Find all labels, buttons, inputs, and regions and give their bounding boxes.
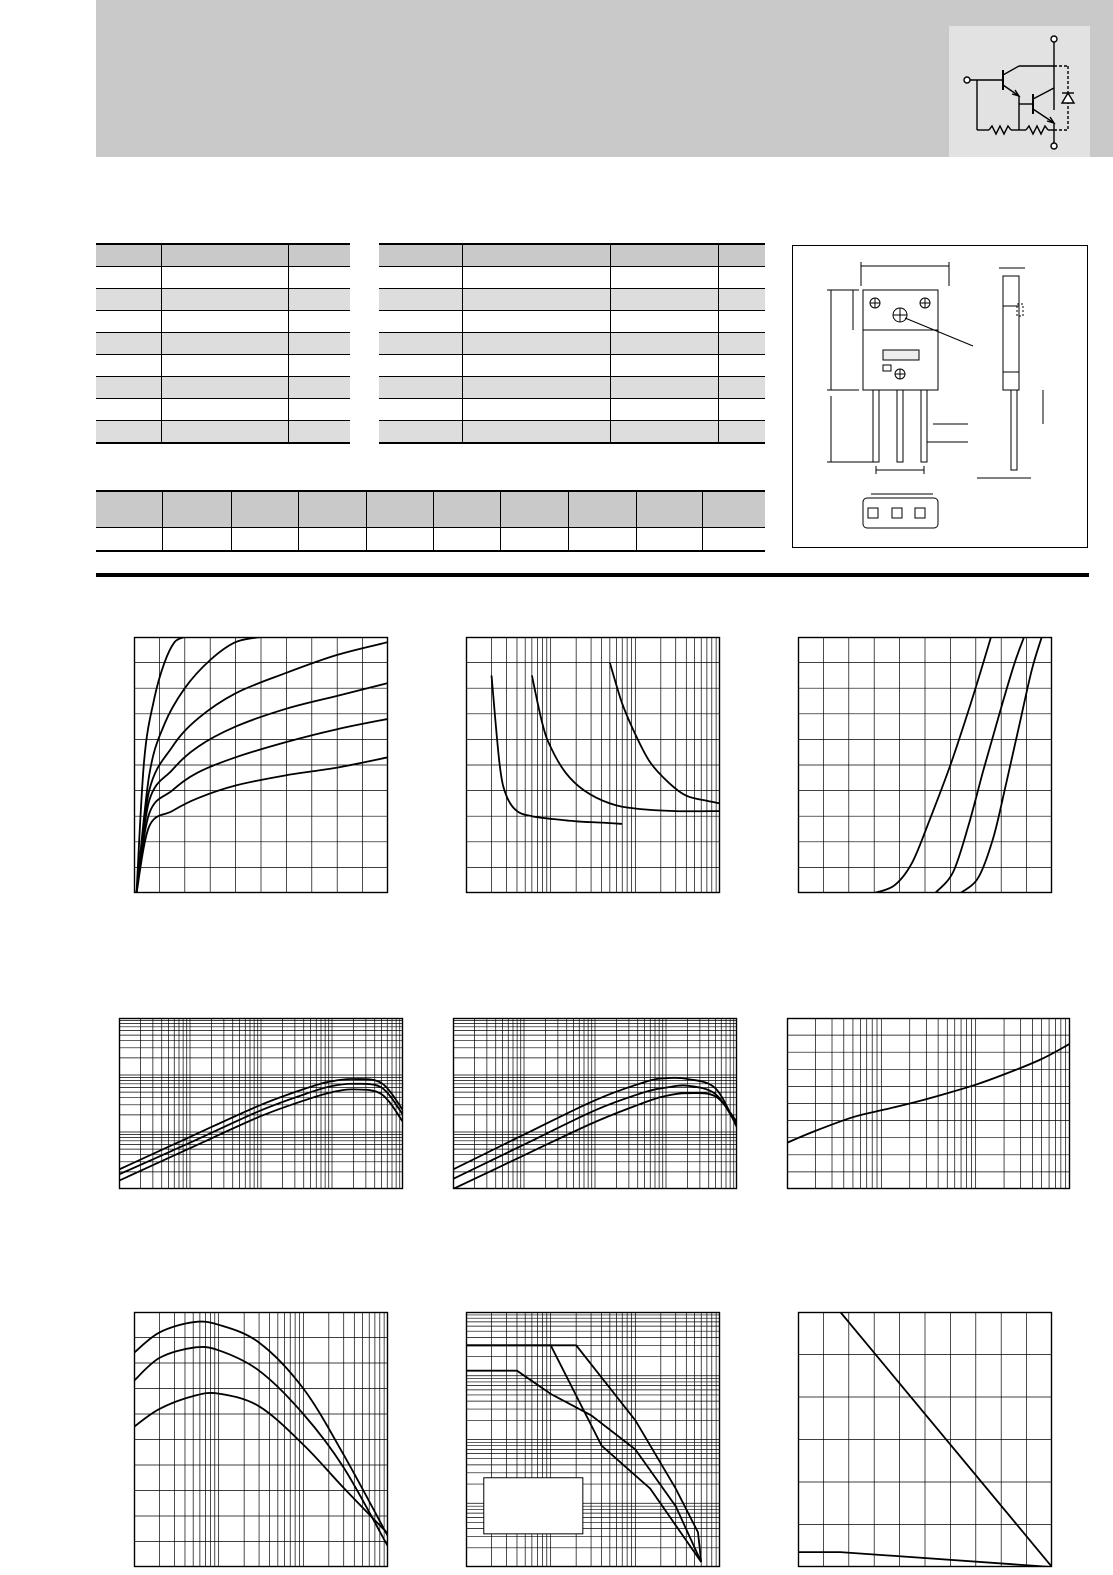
chart-ic-vbe (798, 637, 1052, 893)
chart-safe-operating-area (466, 1312, 720, 1567)
characteristics-table (379, 243, 765, 444)
table-row (96, 267, 350, 289)
table-row (96, 333, 350, 355)
series-line-1 (134, 1322, 388, 1537)
table-row (96, 289, 350, 311)
series-line-6 (137, 757, 389, 893)
table-row (96, 311, 350, 333)
series-line-3 (610, 663, 720, 804)
chart-gridlines (466, 637, 720, 893)
chart-gridlines (134, 1312, 388, 1567)
series-line-2 (134, 1347, 388, 1547)
table-row (96, 528, 765, 552)
chart-legend-box (484, 1478, 583, 1534)
ratings-table (96, 243, 350, 444)
series-line-1 (492, 675, 623, 824)
package-outline-box (792, 245, 1088, 548)
table-row (379, 311, 765, 333)
table-row (96, 355, 350, 377)
chart-gridlines (798, 1312, 1052, 1567)
darlington-transistor-with-diode-icon (949, 26, 1090, 157)
section-divider (96, 573, 1089, 577)
chart-gridlines (798, 637, 1052, 893)
chart-hfe-ic-a (119, 1018, 403, 1189)
chart-gridlines (119, 1018, 403, 1189)
table-row (96, 399, 350, 421)
table-row (379, 267, 765, 289)
to-3p-package-outline-icon (793, 246, 1089, 549)
table-row (379, 355, 765, 377)
table-row (379, 333, 765, 355)
table-row (379, 289, 765, 311)
table-row (379, 421, 765, 444)
chart-thermal-resistance (787, 1018, 1070, 1189)
chart-hfe-ic-b (453, 1018, 737, 1189)
series-line-1 (787, 1044, 1070, 1143)
chart-gridlines (787, 1018, 1070, 1189)
chart-power-derating (798, 1312, 1052, 1567)
table-row (379, 377, 765, 399)
chart-gridlines (453, 1018, 737, 1189)
table-row (96, 421, 350, 444)
table-header-row (96, 244, 350, 267)
chart-ic-vce (134, 637, 388, 893)
table-row (379, 399, 765, 421)
schematic-box (949, 26, 1090, 157)
test-conditions-table (96, 490, 765, 552)
chart-switching (134, 1312, 388, 1567)
table-header-row (379, 244, 765, 267)
table-header-row (96, 491, 765, 528)
chart-vce-ib (466, 637, 720, 893)
table-row (96, 377, 350, 399)
